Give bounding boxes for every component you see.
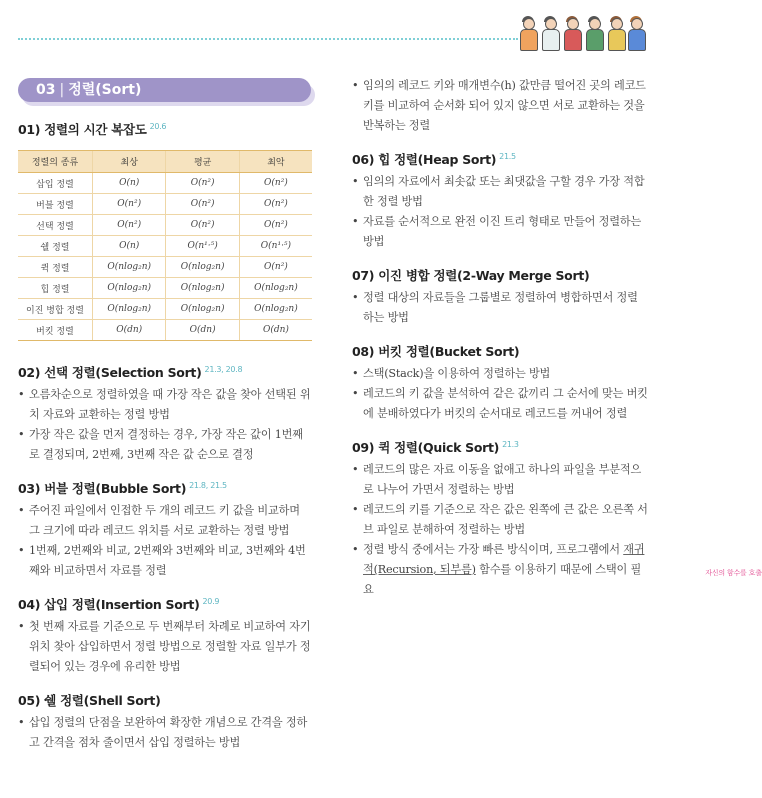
list-item: • 주어진 파일에서 인접한 두 개의 레코드 키 값을 비교하며 그 크기에 따라 레코드 위치를 서로 교환하는 정렬 방법: [18, 501, 312, 541]
list-08: [352, 364, 648, 424]
heading-06: 06) 힙 정렬(Heap Sort) $^{21.5}$: [352, 152, 516, 167]
handwritten-note: 자신의 함수를 호출: [705, 569, 762, 577]
recursion-term: 재귀적(Recursion, 되부름): [363, 543, 645, 576]
list-item: • 임의의 자료에서 최솟값 또는 최댓값을 구할 경우 가장 적합한 정렬 방법: [352, 172, 648, 212]
list-02: [18, 385, 312, 465]
heading-08: 08) 버킷 정렬(Bucket Sort): [352, 344, 520, 359]
list-04: [18, 617, 312, 677]
list-item: • 레코드의 많은 자료 이동을 없애고 하나의 파일을 부분적으로 나누어 가면서 정렬하는 방법: [352, 460, 648, 500]
list-05: [18, 713, 312, 753]
table-row: 삽입 정렬 O(n) O(n²) O(n²): [18, 173, 312, 194]
table-row: 힙 정렬 O(nlog₂n) O(nlog₂n) O(nlog₂n): [18, 278, 312, 299]
section-number: 03: [36, 82, 56, 98]
list-09: [352, 460, 762, 600]
heading-01: 01) 정렬의 시간 복잡도 $^{20.6}$: [18, 122, 167, 137]
list-item: • 가장 작은 값을 먼저 결정하는 경우, 가장 작은 값이 1번째로 결정되며, 2번째, 3번째 작은 값 순으로 결정: [18, 425, 312, 465]
table-row: 선택 정렬 O(n²) O(n²) O(n²): [18, 215, 312, 236]
heading-04: 04) 삽입 정렬(Insertion Sort) $^{20.9}$: [18, 597, 220, 612]
heading-02: 02) 선택 정렬(Selection Sort) $^{21.3, 20.8}$: [18, 365, 243, 380]
list-item: • 스택(Stack)을 이용하여 정렬하는 방법: [352, 364, 648, 384]
list-item: • 레코드의 키를 기준으로 작은 값은 왼쪽에 큰 값은 오른쪽 서브 파일로 분해하여 정렬하는 방법: [352, 500, 648, 540]
table-row: 퀵 정렬 O(nlog₂n) O(nlog₂n) O(n²): [18, 257, 312, 278]
section-title: 정렬(Sort): [68, 82, 142, 98]
complexity-table: [18, 150, 312, 341]
table-row: 쉘 정렬 O(n) O(n¹·⁵) O(n¹·⁵): [18, 236, 312, 257]
list-item: • 자료를 순서적으로 완전 이진 트리 형태로 만들어 정렬하는 방법: [352, 212, 648, 252]
right-column: [352, 76, 762, 600]
list-item: • 1번째, 2번째와 비교, 2번째와 3번째와 비교, 3번째와 4번째와 비교하면서 자료를 정렬: [18, 541, 312, 581]
list-item: • 레코드의 키 값을 분석하여 같은 값끼리 그 순서에 맞는 버킷에 분배하였다가 버킷의 순서대로 레코드를 꺼내어 정렬: [352, 384, 648, 424]
list-item: • 삽입 정렬의 단점을 보완하여 확장한 개념으로 간격을 정하고 간격을 점차 줄이면서 삽입 정렬하는 방법: [18, 713, 312, 753]
left-column: [18, 120, 312, 753]
section-header: 03 | 정렬(Sort): [18, 78, 311, 102]
heading-05: 05) 쉘 정렬(Shell Sort): [18, 693, 161, 708]
heading-03: 03) 버블 정렬(Bubble Sort) $^{21.8, 21.5}$: [18, 481, 227, 496]
list-06: [352, 172, 648, 252]
people-illustration: [517, 14, 647, 50]
list-item: • 임의의 레코드 키와 매개변수(h) 값만큼 떨어진 곳의 레코드 키를 비교하여 순서화 되어 있지 않으면 서로 교환하는 것을 반복하는 정렬: [352, 76, 648, 136]
list-03: [18, 501, 312, 581]
heading-09: 09) 퀵 정렬(Quick Sort) $^{21.3}$: [352, 440, 519, 455]
heading-07: 07) 이진 병합 정렬(2-Way Merge Sort): [352, 268, 590, 283]
list-05-continued: [352, 76, 648, 136]
table-row: 이진 병합 정렬 O(nlog₂n) O(nlog₂n) O(nlog₂n): [18, 299, 312, 320]
list-item: • 정렬 대상의 자료들을 그룹별로 정렬하여 병합하면서 정렬하는 방법: [352, 288, 648, 328]
table-header-row: 정렬의 종류 최상 평균 최악: [18, 151, 312, 173]
table-row: 버블 정렬 O(n²) O(n²) O(n²): [18, 194, 312, 215]
list-item: • 첫 번째 자료를 기준으로 두 번째부터 차례로 비교하여 자기 위치 찾아 삽입하면서 정렬 방법으로 정렬할 자료 일부가 정렬되어 있는 경우에 유리한 방법: [18, 617, 312, 677]
top-dotted-rule: [18, 38, 518, 40]
list-07: [352, 288, 648, 328]
list-item: • 오름차순으로 정렬하였을 때 가장 작은 값을 찾아 선택된 위치 자료와 교환하는 정렬 방법: [18, 385, 312, 425]
list-item: • 정렬 방식 중에서는 가장 빠른 방식이며, 프로그램에서 재귀적(Recursion, 되부름) 자신의 함수를 호출 함수를 이용하기 때문에 스택이 필요: [352, 540, 648, 600]
table-row: 버킷 정렬 O(dn) O(dn) O(dn): [18, 320, 312, 341]
